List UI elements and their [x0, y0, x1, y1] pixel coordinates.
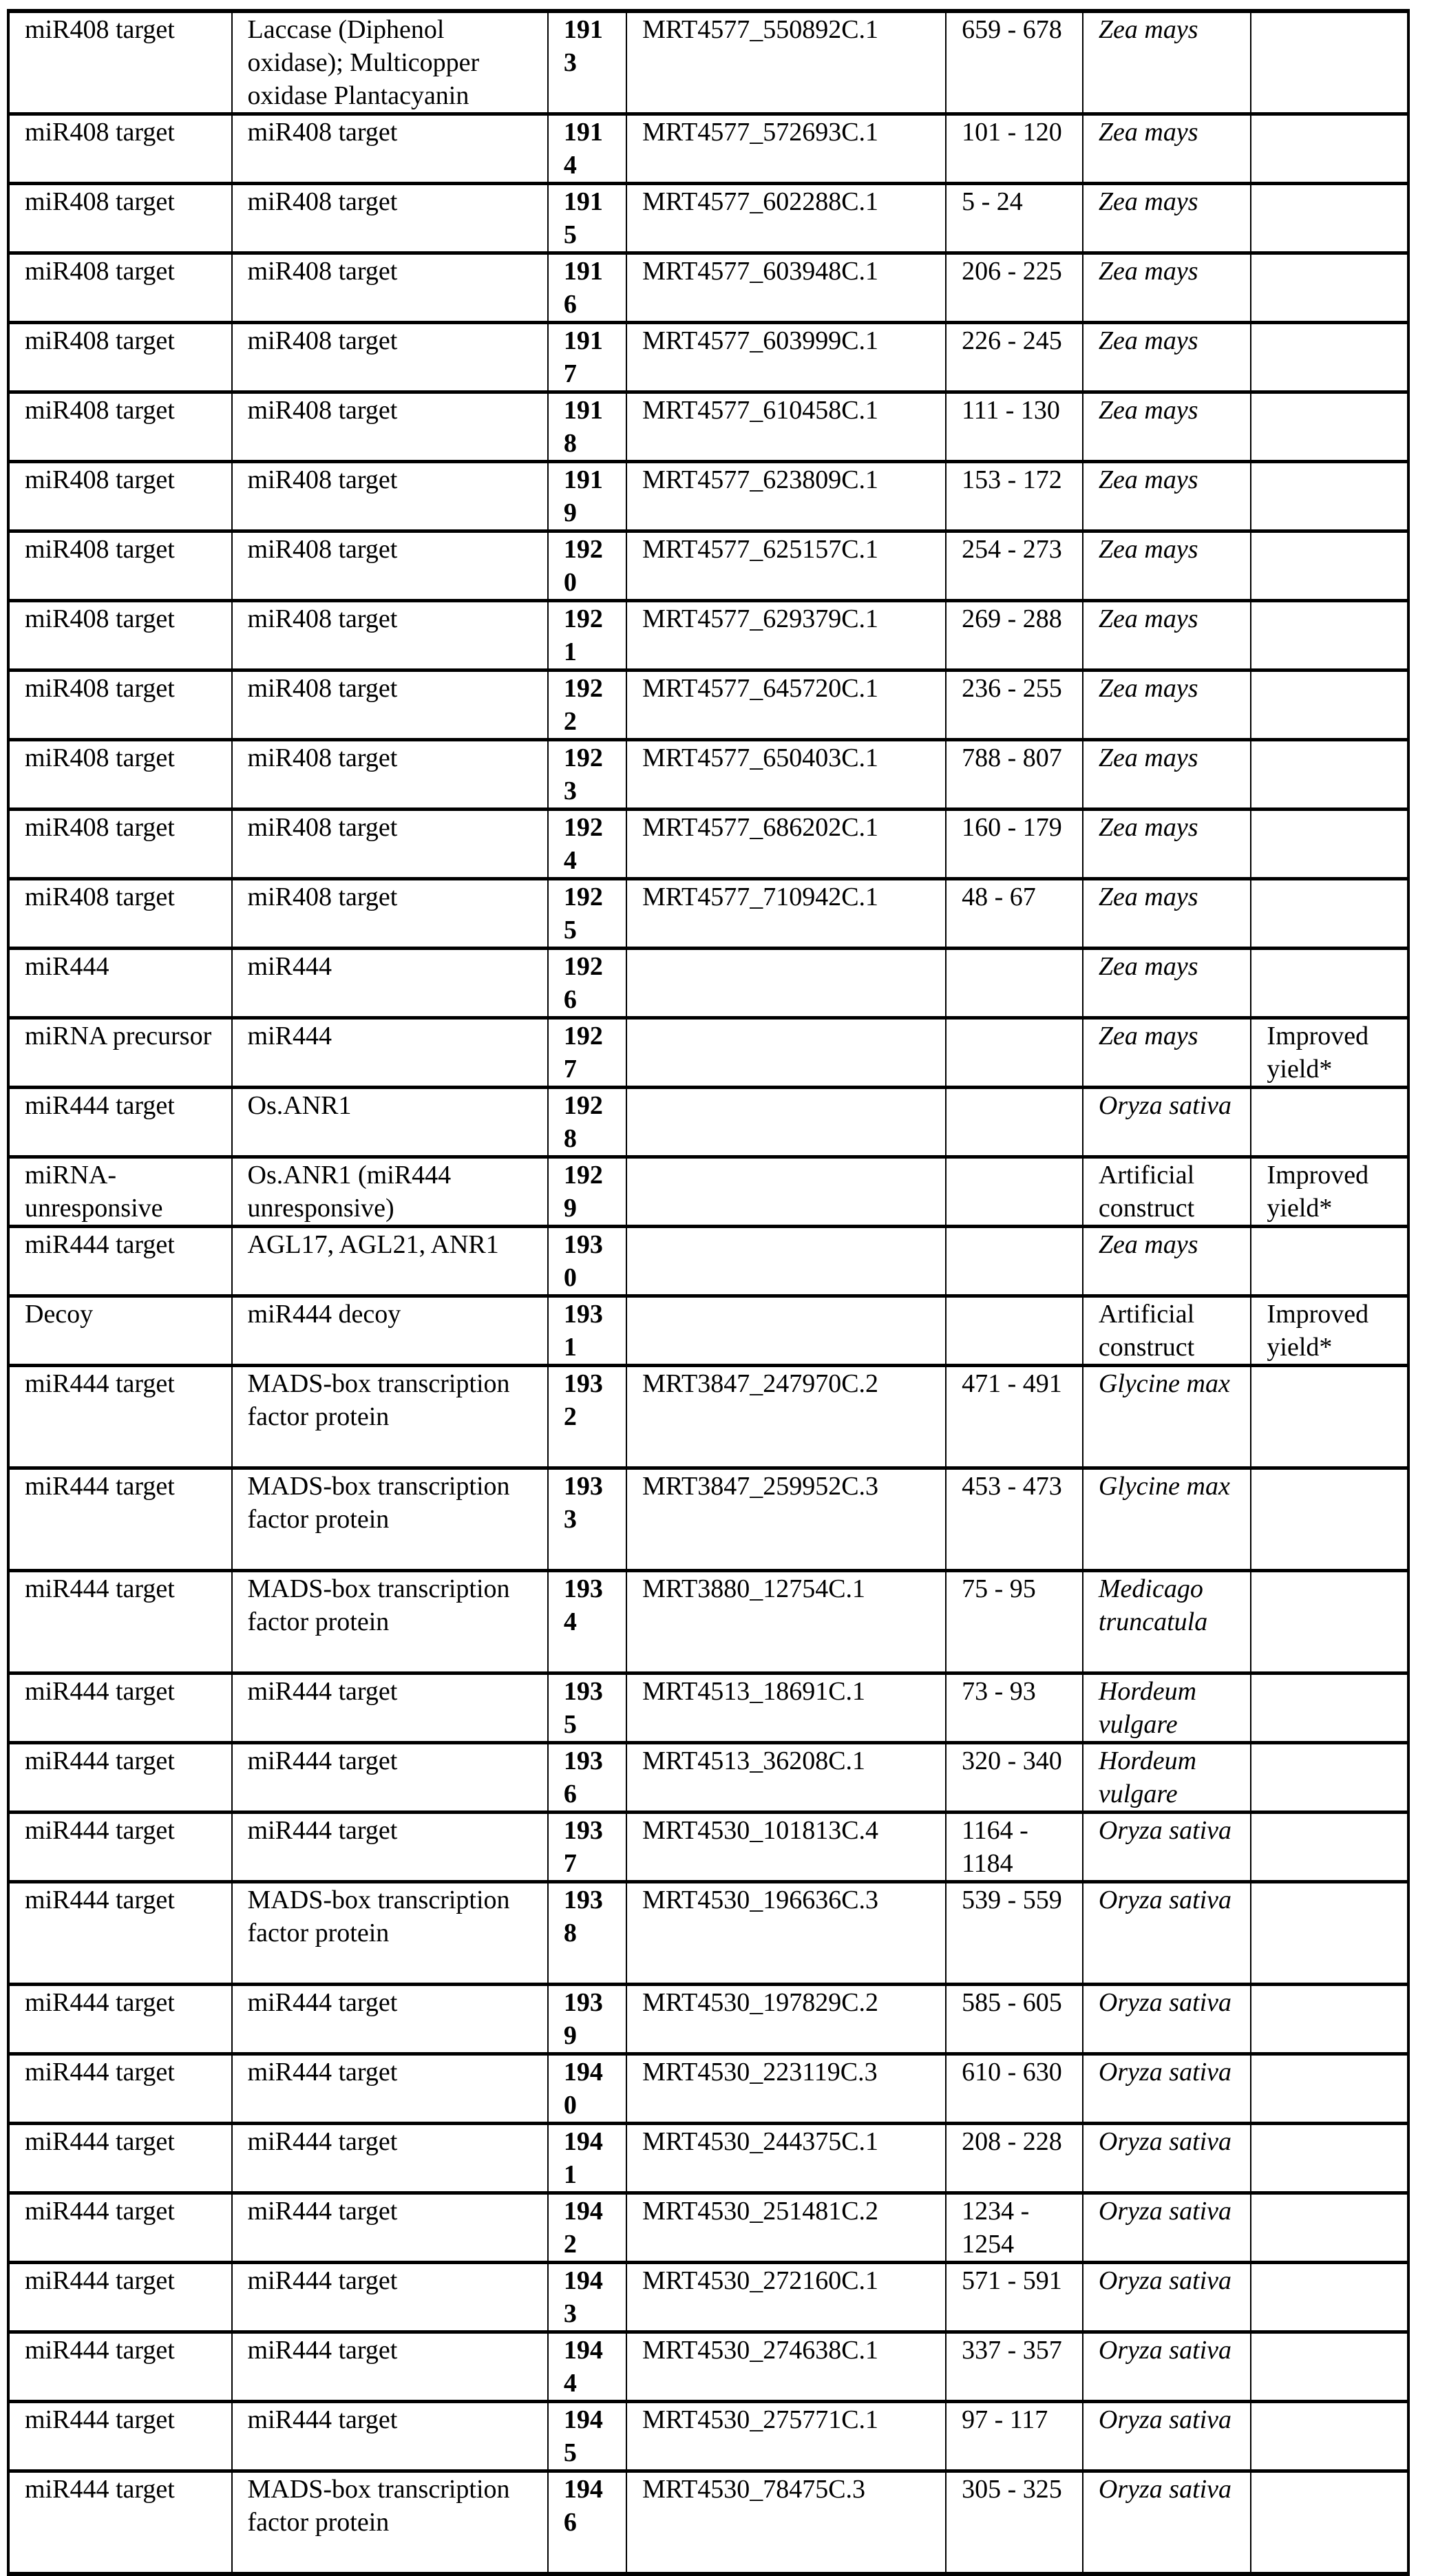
- cell-type: miR408 target: [8, 114, 232, 184]
- cell-description: miR444 target: [232, 2263, 548, 2332]
- table-body: [8, 11, 1408, 2574]
- cell-organism: Zea mays: [1083, 671, 1251, 740]
- cell-trait: [1251, 1813, 1408, 1882]
- cell-type: miRNA-unresponsive: [8, 1157, 232, 1227]
- cell-binding-site: 206 - 225: [946, 253, 1083, 323]
- cell-trait: [1251, 2263, 1408, 2332]
- table-row: [8, 1571, 1408, 1674]
- cell-binding-site: 337 - 357: [946, 2332, 1083, 2402]
- table-row: [8, 1882, 1408, 1985]
- cell-seq-id: 1926: [548, 949, 626, 1018]
- cell-description: Os.ANR1 (miR444 unresponsive): [232, 1157, 548, 1227]
- cell-binding-site: [946, 949, 1083, 1018]
- cell-target-id: MRT4577_686202C.1: [626, 810, 946, 879]
- table-row: [8, 2332, 1408, 2402]
- cell-target-id: [626, 1296, 946, 1366]
- cell-target-id: MRT3880_12754C.1: [626, 1571, 946, 1674]
- cell-description: miR408 target: [232, 392, 548, 462]
- cell-description: miR408 target: [232, 601, 548, 671]
- cell-seq-id: 1924: [548, 810, 626, 879]
- table-row: [8, 949, 1408, 1018]
- cell-binding-site: 471 - 491: [946, 1366, 1083, 1468]
- cell-binding-site: 111 - 130: [946, 392, 1083, 462]
- cell-description: miR408 target: [232, 531, 548, 601]
- cell-target-id: [626, 949, 946, 1018]
- table-row: [8, 1088, 1408, 1157]
- cell-organism: Glycine max: [1083, 1366, 1251, 1468]
- cell-seq-id: 1941: [548, 2124, 626, 2193]
- cell-binding-site: 236 - 255: [946, 671, 1083, 740]
- cell-trait: [1251, 114, 1408, 184]
- cell-description: miR444 decoy: [232, 1296, 548, 1366]
- cell-organism: Oryza sativa: [1083, 2471, 1251, 2575]
- cell-target-id: MRT4577_710942C.1: [626, 879, 946, 949]
- cell-type: miR444 target: [8, 1882, 232, 1985]
- cell-binding-site: 75 - 95: [946, 1571, 1083, 1674]
- cell-organism: Zea mays: [1083, 1227, 1251, 1296]
- cell-seq-id: 1922: [548, 671, 626, 740]
- cell-type: miR408 target: [8, 531, 232, 601]
- cell-target-id: MRT4577_623809C.1: [626, 462, 946, 531]
- table-row: [8, 2402, 1408, 2471]
- cell-trait: [1251, 1227, 1408, 1296]
- cell-binding-site: [946, 1296, 1083, 1366]
- cell-target-id: MRT4577_650403C.1: [626, 740, 946, 810]
- cell-description: miR408 target: [232, 184, 548, 253]
- cell-organism: Zea mays: [1083, 531, 1251, 601]
- cell-binding-site: 585 - 605: [946, 1985, 1083, 2054]
- cell-target-id: MRT4530_275771C.1: [626, 2402, 946, 2471]
- cell-organism: Zea mays: [1083, 184, 1251, 253]
- cell-target-id: MRT4530_274638C.1: [626, 2332, 946, 2402]
- cell-organism: Zea mays: [1083, 392, 1251, 462]
- table-row: [8, 323, 1408, 392]
- cell-seq-id: 1946: [548, 2471, 626, 2575]
- cell-seq-id: 1943: [548, 2263, 626, 2332]
- table-row: [8, 392, 1408, 462]
- cell-type: miR408 target: [8, 392, 232, 462]
- cell-target-id: MRT4577_572693C.1: [626, 114, 946, 184]
- cell-organism: Oryza sativa: [1083, 2054, 1251, 2124]
- cell-type: miR444 target: [8, 1468, 232, 1571]
- cell-binding-site: 320 - 340: [946, 1743, 1083, 1813]
- cell-organism: Oryza sativa: [1083, 1985, 1251, 2054]
- table-row: [8, 1366, 1408, 1468]
- cell-trait: [1251, 1088, 1408, 1157]
- cell-type: miR444 target: [8, 2471, 232, 2575]
- cell-description: miR444 target: [232, 1813, 548, 1882]
- cell-target-id: MRT3847_247970C.2: [626, 1366, 946, 1468]
- cell-target-id: MRT4530_101813C.4: [626, 1813, 946, 1882]
- cell-trait: [1251, 601, 1408, 671]
- table-row: [8, 2193, 1408, 2263]
- cell-binding-site: 610 - 630: [946, 2054, 1083, 2124]
- cell-description: miR408 target: [232, 879, 548, 949]
- cell-description: miR408 target: [232, 323, 548, 392]
- cell-target-id: [626, 1088, 946, 1157]
- cell-binding-site: 153 - 172: [946, 462, 1083, 531]
- cell-type: miR408 target: [8, 323, 232, 392]
- table-row: [8, 114, 1408, 184]
- cell-organism: Zea mays: [1083, 949, 1251, 1018]
- cell-seq-id: 1940: [548, 2054, 626, 2124]
- cell-binding-site: 48 - 67: [946, 879, 1083, 949]
- cell-type: miR408 target: [8, 810, 232, 879]
- cell-target-id: MRT4577_602288C.1: [626, 184, 946, 253]
- cell-target-id: [626, 1018, 946, 1088]
- table-row: [8, 1468, 1408, 1571]
- table-row: [8, 2471, 1408, 2575]
- cell-target-id: MRT4513_18691C.1: [626, 1674, 946, 1743]
- cell-organism: Zea mays: [1083, 11, 1251, 114]
- cell-trait: [1251, 1674, 1408, 1743]
- table-row: [8, 1157, 1408, 1227]
- cell-seq-id: 1917: [548, 323, 626, 392]
- cell-trait: [1251, 671, 1408, 740]
- cell-seq-id: 1919: [548, 462, 626, 531]
- cell-trait: [1251, 253, 1408, 323]
- cell-seq-id: 1936: [548, 1743, 626, 1813]
- cell-binding-site: 571 - 591: [946, 2263, 1083, 2332]
- cell-binding-site: 1164 - 1184: [946, 1813, 1083, 1882]
- cell-type: miR444 target: [8, 1813, 232, 1882]
- cell-type: miR444: [8, 949, 232, 1018]
- cell-type: miR408 target: [8, 740, 232, 810]
- cell-seq-id: 1928: [548, 1088, 626, 1157]
- table-row: [8, 1227, 1408, 1296]
- cell-target-id: MRT4530_251481C.2: [626, 2193, 946, 2263]
- cell-target-id: MRT4577_645720C.1: [626, 671, 946, 740]
- cell-description: miR444 target: [232, 1743, 548, 1813]
- cell-type: miR444 target: [8, 1366, 232, 1468]
- cell-seq-id: 1944: [548, 2332, 626, 2402]
- cell-trait: [1251, 1366, 1408, 1468]
- cell-seq-id: 1934: [548, 1571, 626, 1674]
- cell-target-id: [626, 1227, 946, 1296]
- cell-trait: [1251, 740, 1408, 810]
- cell-type: miR408 target: [8, 11, 232, 114]
- table-row: [8, 810, 1408, 879]
- cell-type: miR444 target: [8, 1088, 232, 1157]
- cell-type: miR408 target: [8, 462, 232, 531]
- cell-binding-site: 269 - 288: [946, 601, 1083, 671]
- cell-trait: [1251, 1985, 1408, 2054]
- table-row: [8, 531, 1408, 601]
- cell-type: miR444 target: [8, 2332, 232, 2402]
- cell-organism: Zea mays: [1083, 810, 1251, 879]
- cell-trait: [1251, 11, 1408, 114]
- cell-seq-id: 1925: [548, 879, 626, 949]
- table-row: [8, 2263, 1408, 2332]
- cell-description: miR408 target: [232, 810, 548, 879]
- table-row: [8, 462, 1408, 531]
- cell-seq-id: 1938: [548, 1882, 626, 1985]
- cell-type: miR444 target: [8, 1674, 232, 1743]
- cell-type: miR408 target: [8, 671, 232, 740]
- cell-binding-site: 659 - 678: [946, 11, 1083, 114]
- cell-seq-id: 1918: [548, 392, 626, 462]
- cell-organism: Medicago truncatula: [1083, 1571, 1251, 1674]
- cell-binding-site: 539 - 559: [946, 1882, 1083, 1985]
- cell-trait: [1251, 531, 1408, 601]
- cell-description: Laccase (Diphenol oxidase); Multicopper oxidase Plantacyanin: [232, 11, 548, 114]
- cell-description: miR444: [232, 949, 548, 1018]
- cell-organism: Zea mays: [1083, 323, 1251, 392]
- cell-organism: Zea mays: [1083, 1018, 1251, 1088]
- cell-organism: Zea mays: [1083, 740, 1251, 810]
- cell-organism: Zea mays: [1083, 253, 1251, 323]
- cell-description: miR408 target: [232, 671, 548, 740]
- cell-description: miR408 target: [232, 462, 548, 531]
- cell-organism: Hordeum vulgare: [1083, 1743, 1251, 1813]
- cell-target-id: MRT4513_36208C.1: [626, 1743, 946, 1813]
- cell-description: MADS-box transcription factor protein: [232, 1571, 548, 1674]
- sequence-table: [7, 9, 1410, 2576]
- cell-binding-site: 788 - 807: [946, 740, 1083, 810]
- cell-target-id: MRT4577_550892C.1: [626, 11, 946, 114]
- cell-target-id: MRT3847_259952C.3: [626, 1468, 946, 1571]
- cell-target-id: MRT4577_610458C.1: [626, 392, 946, 462]
- cell-seq-id: 1945: [548, 2402, 626, 2471]
- cell-trait: [1251, 184, 1408, 253]
- cell-target-id: [626, 1157, 946, 1227]
- cell-organism: Zea mays: [1083, 601, 1251, 671]
- cell-description: MADS-box transcription factor protein: [232, 1366, 548, 1468]
- cell-type: miR444 target: [8, 1227, 232, 1296]
- cell-description: MADS-box transcription factor protein: [232, 1468, 548, 1571]
- cell-type: miR408 target: [8, 879, 232, 949]
- cell-seq-id: 1939: [548, 1985, 626, 2054]
- cell-type: miR444 target: [8, 2193, 232, 2263]
- cell-description: miR444 target: [232, 2193, 548, 2263]
- cell-seq-id: 1932: [548, 1366, 626, 1468]
- table-row: [8, 1743, 1408, 1813]
- cell-description: miR408 target: [232, 253, 548, 323]
- cell-seq-id: 1931: [548, 1296, 626, 1366]
- table-row: [8, 740, 1408, 810]
- table-row: [8, 1985, 1408, 2054]
- cell-trait: [1251, 2332, 1408, 2402]
- cell-seq-id: 1923: [548, 740, 626, 810]
- cell-trait: [1251, 1882, 1408, 1985]
- cell-description: miR444 target: [232, 2332, 548, 2402]
- table-row: [8, 184, 1408, 253]
- cell-target-id: MRT4530_78475C.3: [626, 2471, 946, 2575]
- cell-binding-site: 5 - 24: [946, 184, 1083, 253]
- cell-organism: Zea mays: [1083, 879, 1251, 949]
- table-row: [8, 1296, 1408, 1366]
- document-page: [7, 9, 1410, 2576]
- cell-binding-site: 101 - 120: [946, 114, 1083, 184]
- table-row: [8, 1674, 1408, 1743]
- cell-binding-site: 1234 - 1254: [946, 2193, 1083, 2263]
- cell-binding-site: [946, 1018, 1083, 1088]
- cell-description: miR444: [232, 1018, 548, 1088]
- cell-seq-id: 1935: [548, 1674, 626, 1743]
- cell-target-id: MRT4530_196636C.3: [626, 1882, 946, 1985]
- cell-trait: [1251, 2193, 1408, 2263]
- cell-trait: Improved yield*: [1251, 1018, 1408, 1088]
- cell-target-id: MRT4577_625157C.1: [626, 531, 946, 601]
- cell-binding-site: 453 - 473: [946, 1468, 1083, 1571]
- cell-type: miR444 target: [8, 1985, 232, 2054]
- cell-trait: [1251, 1743, 1408, 1813]
- cell-type: miR408 target: [8, 601, 232, 671]
- cell-trait: [1251, 810, 1408, 879]
- cell-organism: Oryza sativa: [1083, 2402, 1251, 2471]
- cell-type: miR408 target: [8, 253, 232, 323]
- cell-organism: Oryza sativa: [1083, 1813, 1251, 1882]
- cell-trait: [1251, 1571, 1408, 1674]
- cell-seq-id: 1929: [548, 1157, 626, 1227]
- cell-binding-site: [946, 1088, 1083, 1157]
- cell-trait: [1251, 879, 1408, 949]
- table-row: [8, 879, 1408, 949]
- table-row: [8, 2124, 1408, 2193]
- cell-trait: [1251, 2471, 1408, 2575]
- cell-trait: [1251, 1468, 1408, 1571]
- cell-type: miRNA precursor: [8, 1018, 232, 1088]
- cell-target-id: MRT4577_629379C.1: [626, 601, 946, 671]
- cell-trait: Improved yield*: [1251, 1157, 1408, 1227]
- table-row: [8, 1018, 1408, 1088]
- cell-description: miR444 target: [232, 1674, 548, 1743]
- cell-organism: Oryza sativa: [1083, 2263, 1251, 2332]
- cell-trait: [1251, 2054, 1408, 2124]
- cell-trait: [1251, 2402, 1408, 2471]
- cell-target-id: MRT4577_603948C.1: [626, 253, 946, 323]
- cell-description: Os.ANR1: [232, 1088, 548, 1157]
- table-row: [8, 601, 1408, 671]
- cell-organism: Oryza sativa: [1083, 2193, 1251, 2263]
- cell-organism: Artificial construct: [1083, 1157, 1251, 1227]
- cell-organism: Oryza sativa: [1083, 1088, 1251, 1157]
- cell-type: miR444 target: [8, 1743, 232, 1813]
- cell-binding-site: [946, 1157, 1083, 1227]
- cell-binding-site: 226 - 245: [946, 323, 1083, 392]
- cell-description: miR444 target: [232, 2054, 548, 2124]
- table-row: [8, 11, 1408, 114]
- cell-binding-site: [946, 1227, 1083, 1296]
- cell-binding-site: 97 - 117: [946, 2402, 1083, 2471]
- cell-type: miR444 target: [8, 2263, 232, 2332]
- cell-type: miR408 target: [8, 184, 232, 253]
- cell-seq-id: 1916: [548, 253, 626, 323]
- cell-seq-id: 1933: [548, 1468, 626, 1571]
- cell-organism: Oryza sativa: [1083, 1882, 1251, 1985]
- cell-trait: [1251, 392, 1408, 462]
- cell-description: MADS-box transcription factor protein: [232, 2471, 548, 2575]
- table-row: [8, 2054, 1408, 2124]
- cell-organism: Glycine max: [1083, 1468, 1251, 1571]
- cell-trait: [1251, 949, 1408, 1018]
- cell-description: miR408 target: [232, 114, 548, 184]
- cell-target-id: MRT4577_603999C.1: [626, 323, 946, 392]
- cell-organism: Zea mays: [1083, 114, 1251, 184]
- cell-target-id: MRT4530_272160C.1: [626, 2263, 946, 2332]
- table-row: [8, 1813, 1408, 1882]
- cell-binding-site: 160 - 179: [946, 810, 1083, 879]
- cell-organism: Oryza sativa: [1083, 2332, 1251, 2402]
- cell-trait: [1251, 462, 1408, 531]
- cell-type: miR444 target: [8, 2124, 232, 2193]
- cell-type: miR444 target: [8, 1571, 232, 1674]
- cell-description: miR444 target: [232, 1985, 548, 2054]
- cell-seq-id: 1937: [548, 1813, 626, 1882]
- cell-seq-id: 1913: [548, 11, 626, 114]
- cell-seq-id: 1920: [548, 531, 626, 601]
- cell-binding-site: 254 - 273: [946, 531, 1083, 601]
- cell-description: miR408 target: [232, 740, 548, 810]
- cell-trait: [1251, 323, 1408, 392]
- cell-description: miR444 target: [232, 2402, 548, 2471]
- cell-seq-id: 1914: [548, 114, 626, 184]
- cell-description: miR444 target: [232, 2124, 548, 2193]
- cell-trait: [1251, 2124, 1408, 2193]
- cell-target-id: MRT4530_197829C.2: [626, 1985, 946, 2054]
- cell-type: miR444 target: [8, 2054, 232, 2124]
- cell-binding-site: 305 - 325: [946, 2471, 1083, 2575]
- cell-type: Decoy: [8, 1296, 232, 1366]
- table-row: [8, 253, 1408, 323]
- cell-organism: Oryza sativa: [1083, 2124, 1251, 2193]
- cell-description: MADS-box transcription factor protein: [232, 1882, 548, 1985]
- cell-seq-id: 1921: [548, 601, 626, 671]
- cell-seq-id: 1915: [548, 184, 626, 253]
- cell-organism: Hordeum vulgare: [1083, 1674, 1251, 1743]
- cell-binding-site: 208 - 228: [946, 2124, 1083, 2193]
- cell-organism: Zea mays: [1083, 462, 1251, 531]
- cell-binding-site: 73 - 93: [946, 1674, 1083, 1743]
- table-row: [8, 671, 1408, 740]
- cell-seq-id: 1927: [548, 1018, 626, 1088]
- cell-seq-id: 1942: [548, 2193, 626, 2263]
- cell-description: AGL17, AGL21, ANR1: [232, 1227, 548, 1296]
- cell-seq-id: 1930: [548, 1227, 626, 1296]
- cell-type: miR444 target: [8, 2402, 232, 2471]
- cell-trait: Improved yield*: [1251, 1296, 1408, 1366]
- cell-organism: Artificial construct: [1083, 1296, 1251, 1366]
- cell-target-id: MRT4530_244375C.1: [626, 2124, 946, 2193]
- cell-target-id: MRT4530_223119C.3: [626, 2054, 946, 2124]
